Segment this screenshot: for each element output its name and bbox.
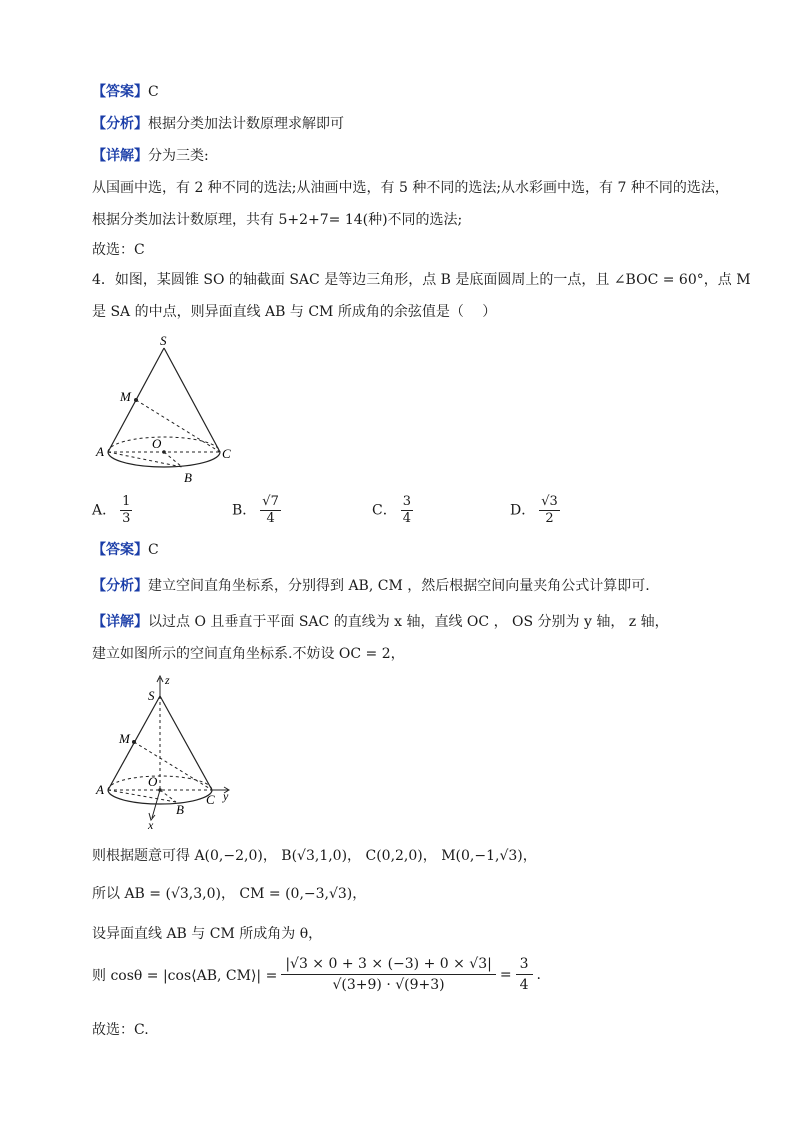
detail-text-2: 以过点 O 且垂直于平面 SAC 的直线为 x 轴，直线 OC ， OS 分别为 y 轴， z 轴， <box>148 614 669 630</box>
angle-definition-line: 设异面直线 AB 与 CM 所成角为 θ， <box>92 926 323 942</box>
final-choice-line: 故选：C. <box>92 1022 149 1038</box>
analysis-line-1 <box>92 114 344 134</box>
option-a-letter: A． <box>92 502 117 519</box>
option-d-letter: D． <box>510 502 536 519</box>
label-C: C <box>222 446 231 461</box>
answer-line-1 <box>92 82 159 102</box>
label-O2: O <box>148 774 158 789</box>
option-c-letter: C． <box>372 502 397 519</box>
formula-fraction <box>281 956 496 993</box>
option-a-den: 3 <box>122 511 131 526</box>
option-d-den: 2 <box>545 511 554 526</box>
label-B: B <box>184 470 192 485</box>
detail-line-1a: 从国画中选，有 2 种不同的选法;从油画中选，有 5 种不同的选法;从水彩画中选，有 7 种不同的选法， <box>92 180 729 196</box>
option-c-num: 3 <box>402 494 411 509</box>
answer-text-2: C <box>148 542 159 558</box>
label-M: M <box>120 389 131 404</box>
analysis-tag-2: 【分析】 <box>92 578 148 594</box>
option-b <box>232 494 281 527</box>
detail-line-2b: 建立如图所示的空间直角坐标系.不妨设 OC = 2， <box>92 646 405 662</box>
question-4-line-2: 是 SA 的中点，则异面直线 AB 与 CM 所成角的余弦值是（ ） <box>92 304 497 320</box>
analysis-text: 根据分类加法计数原理求解即可 <box>148 116 344 132</box>
choice-line-1: 故选：C <box>92 242 145 258</box>
option-c <box>372 494 413 527</box>
label-A2: A <box>96 782 104 797</box>
detail-tag: 【详解】 <box>92 148 148 164</box>
option-b-letter: B． <box>232 502 257 519</box>
detail-line-1 <box>92 146 209 166</box>
formula-numerator: |√3 × 0 + 3 × (−3) + 0 × √3| <box>281 956 496 975</box>
label-O: O <box>152 436 162 451</box>
vectors-line: 所以 AB = (√3,3,0)， CM = (0,−3,√3)， <box>92 886 367 902</box>
formula-tail: . <box>536 966 541 983</box>
option-b-den: 4 <box>266 511 275 526</box>
label-x2: x <box>148 818 154 832</box>
coords-line: 则根据题意可得 A(0,−2,0)， B(√3,1,0)， C(0,2,0)， M(0,−1,√3)， <box>92 848 537 864</box>
formula-result-den: 4 <box>519 977 529 993</box>
answer-tag: 【答案】 <box>92 84 148 100</box>
label-z: z <box>165 673 170 687</box>
formula-result <box>516 956 533 993</box>
detail-tag-2: 【详解】 <box>92 614 148 630</box>
analysis-tag: 【分析】 <box>92 116 148 132</box>
answer-tag-2: 【答案】 <box>92 542 148 558</box>
label-S: S <box>160 336 167 348</box>
detail-line-1b: 根据分类加法计数原理，共有 5+2+7= 14(种)不同的选法; <box>92 212 463 228</box>
analysis-line-2 <box>92 576 650 596</box>
detail-line-2 <box>92 612 669 632</box>
option-a-num: 1 <box>122 494 131 509</box>
label-S2: S <box>148 688 155 703</box>
question-4-line-1: 4．如图，某圆锥 SO 的轴截面 SAC 是等边三角形，点 B 是底面圆周上的一点，且 ∠BOC = 60°，点 M <box>92 272 751 288</box>
analysis-text-2: 建立空间直角坐标系，分别得到 AB, CM ，然后根据空间向量夹角公式计算即可. <box>148 578 650 594</box>
option-d <box>510 494 560 527</box>
option-d-num: √3 <box>541 494 558 509</box>
label-M2: M <box>119 731 130 746</box>
label-A: A <box>96 444 104 459</box>
cone-figure-1 <box>90 336 240 488</box>
detail-text: 分为三类: <box>148 148 209 164</box>
label-y2: y <box>223 789 229 803</box>
option-c-den: 4 <box>402 511 411 526</box>
formula-denominator: √(3+9) · √(9+3) <box>332 977 445 993</box>
formula-equals: = <box>499 966 512 983</box>
formula-lhs: 则 cosθ = |cos⟨AB, CM⟩| = <box>92 967 278 984</box>
label-B2: B <box>176 802 184 817</box>
cone-figure-2 <box>92 672 252 832</box>
label-C2: C <box>206 792 215 807</box>
option-b-num: √7 <box>262 494 279 509</box>
formula-result-num: 3 <box>516 956 533 975</box>
answer-text: C <box>148 84 159 100</box>
answer-line-2 <box>92 540 159 560</box>
cosine-formula <box>92 956 541 993</box>
option-a <box>92 494 132 527</box>
